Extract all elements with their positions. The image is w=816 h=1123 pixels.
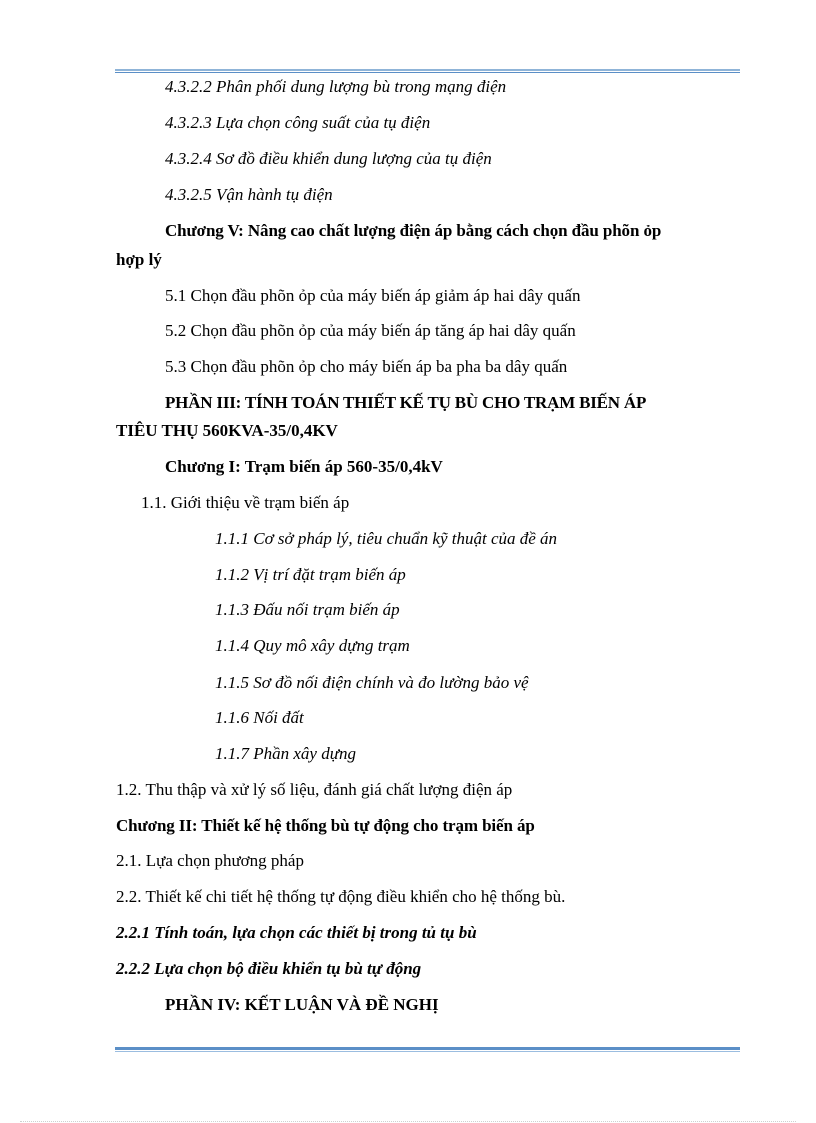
toc-entry-1-1-6: 1.1.6 Nối đất xyxy=(215,708,304,727)
toc-part-iv: PHẦN IV: KẾT LUẬN VÀ ĐỀ NGHỊ xyxy=(165,995,439,1014)
toc-chapter-v-cont: hợp lý xyxy=(116,250,162,269)
toc-entry-5-1: 5.1 Chọn đầu phõn ỏp của máy biến áp giảm áp hai dây quấn xyxy=(165,286,581,305)
toc-entry-5-3: 5.3 Chọn đầu phõn ỏp cho máy biến áp ba pha ba dây quấn xyxy=(165,357,568,376)
toc-entry-1-1-7: 1.1.7 Phần xây dựng xyxy=(215,744,356,763)
toc-entry-1-2: 1.2. Thu thập và xử lý số liệu, đánh giá chất lượng điện áp xyxy=(116,780,513,799)
toc-entry-1-1-5: 1.1.5 Sơ đồ nối điện chính và đo lường bảo vệ xyxy=(215,673,529,692)
toc-chapter-v: Chương V: Nâng cao chất lượng điện áp bằng cách chọn đầu phõn ỏp xyxy=(165,221,662,240)
toc-entry-1-1: 1.1. Giới thiệu về trạm biến áp xyxy=(141,493,350,512)
page-edge-dots xyxy=(20,1121,796,1122)
toc-entry-4-3-2-4: 4.3.2.4 Sơ đồ điều khiển dung lượng của tụ điện xyxy=(165,149,492,168)
toc-part-iii-cont: TIÊU THỤ 560KVA-35/0,4KV xyxy=(116,421,338,440)
toc-chapter-i: Chương I: Trạm biến áp 560-35/0,4kV xyxy=(165,457,443,476)
footer-rule xyxy=(115,1047,740,1052)
header-rule xyxy=(115,69,740,73)
toc-entry-4-3-2-3: 4.3.2.3 Lựa chọn công suất của tụ điện xyxy=(165,113,431,132)
toc-entry-1-1-2: 1.1.2 Vị trí đặt trạm biến áp xyxy=(215,565,406,584)
toc-chapter-ii: Chương II: Thiết kế hệ thống bù tự động cho trạm biến áp xyxy=(116,816,535,835)
toc-part-iii: PHẦN III: TÍNH TOÁN THIẾT KẾ TỤ BÙ CHO TRẠM BIẾN ÁP xyxy=(165,393,647,412)
toc-entry-1-1-4: 1.1.4 Quy mô xây dựng trạm xyxy=(215,636,410,655)
toc-entry-1-1-1: 1.1.1 Cơ sở pháp lý, tiêu chuẩn kỹ thuật của đề án xyxy=(215,529,558,548)
toc-entry-5-2: 5.2 Chọn đầu phõn ỏp của máy biến áp tăng áp hai dây quấn xyxy=(165,321,576,340)
toc-entry-2-2-2: 2.2.2 Lựa chọn bộ điều khiển tụ bù tự động xyxy=(116,959,422,978)
toc-entry-2-1: 2.1. Lựa chọn phương pháp xyxy=(116,851,304,870)
toc-entry-2-2: 2.2. Thiết kế chi tiết hệ thống tự động điều khiển cho hệ thống bù. xyxy=(116,887,566,906)
toc-entry-4-3-2-5: 4.3.2.5 Vận hành tụ điện xyxy=(165,185,333,204)
toc-entry-1-1-3: 1.1.3 Đấu nối trạm biến áp xyxy=(215,600,400,619)
toc-entry-2-2-1: 2.2.1 Tính toán, lựa chọn các thiết bị trong tủ tụ bù xyxy=(116,923,477,942)
toc-entry-4-3-2-2: 4.3.2.2 Phân phối dung lượng bù trong mạng điện xyxy=(165,77,507,96)
